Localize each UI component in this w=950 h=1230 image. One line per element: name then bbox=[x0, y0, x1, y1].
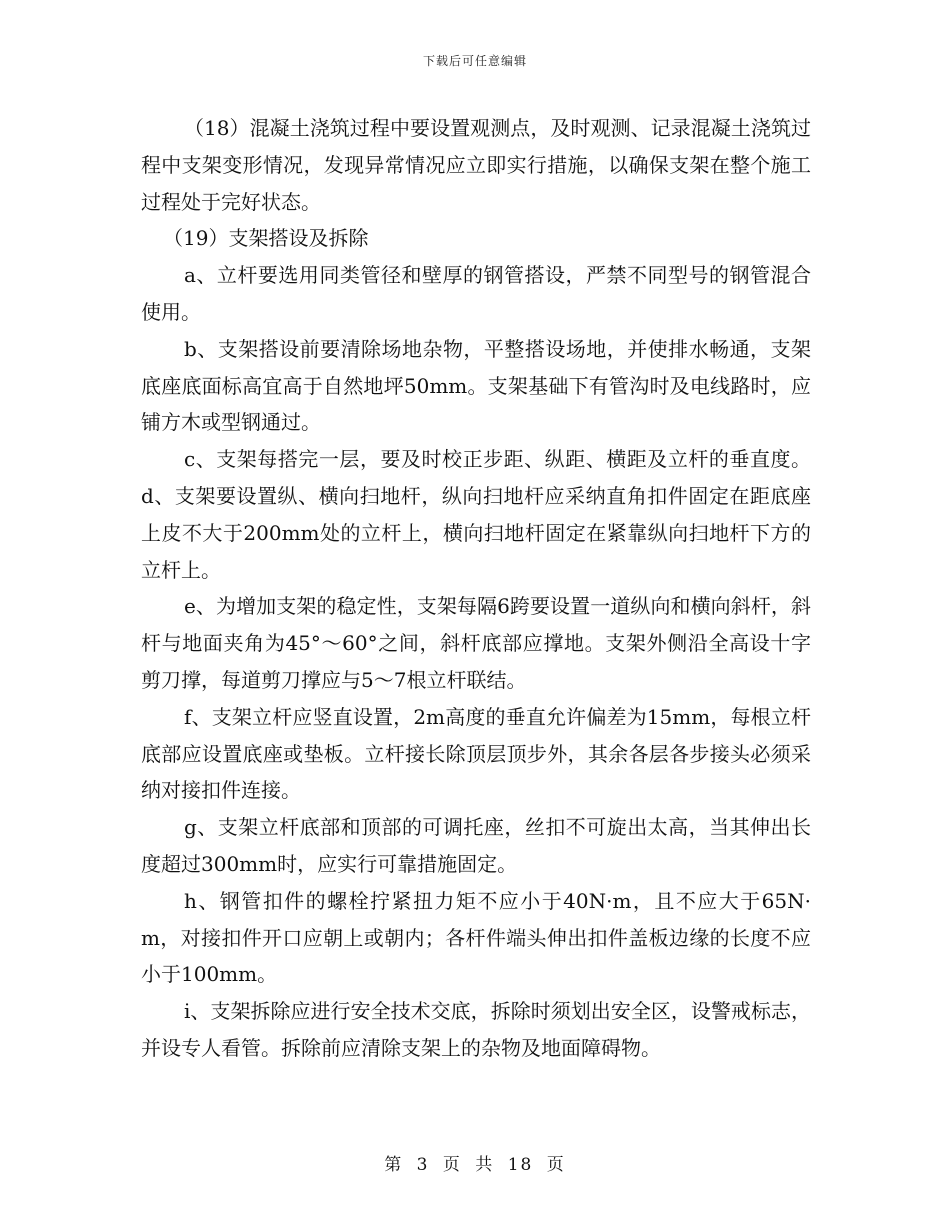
section-heading-19: （19）支架搭设及拆除 bbox=[163, 226, 369, 251]
paragraph-item-18: （18）混凝土浇筑过程中要设置观测点，及时观测、记录混凝土浇筑过程中支架变形情况，发现异常情况应立即实行措施，以确保支架在整个施工过程处于完好状态。 bbox=[141, 116, 811, 214]
paragraph-item-b: b、支架搭设前要清除场地杂物，平整搭设场地，并使排水畅通，支架底座底面标高宜高于自然地坪50mm。支架基础下有管沟时及电线路时，应铺方木或型钢通过。 bbox=[141, 336, 811, 435]
page-number-footer: 第 3 页 共 18 页 bbox=[384, 1155, 566, 1175]
paragraph-item-h: h、钢管扣件的螺栓拧紧扭力矩不应小于40N·m，且不应大于65N·m，对接扣件开口应朝上或朝内；各杆件端头伸出扣件盖板边缘的长度不应小于100mm。 bbox=[141, 888, 811, 987]
page-header-note: 下载后可任意编辑 bbox=[422, 54, 527, 68]
paragraph-item-f: f、支架立杆应竖直设置，2m高度的垂直允许偏差为15mm，每根立杆底部应设置底座或垫板。立杆接长除顶层顶步外，其余各层各步接头必须采纳对接扣件连接。 bbox=[141, 704, 811, 803]
paragraph-item-i: i、支架拆除应进行安全技术交底，拆除时须划出安全区，设警戒标志，并设专人看管。拆除前应清除支架上的杂物及地面障碍物。 bbox=[141, 999, 811, 1060]
paragraph-item-e: e、为增加支架的稳定性，支架每隔6跨要设置一道纵向和横向斜杆，斜杆与地面夹角为45°～60°之间，斜杆底部应撑地。支架外侧沿全高设十字剪刀撑，每道剪刀撑应与5～7根立杆联结。 bbox=[141, 594, 811, 692]
paragraph-item-g: g、支架立杆底部和顶部的可调托座，丝扣不可旋出太高，当其伸出长度超过300mm时，应实行可靠措施固定。 bbox=[141, 815, 811, 876]
paragraph-item-c-d: c、支架每搭完一层，要及时校正步距、纵距、横距及立杆的垂直度。d、支架要设置纵、横向扫地杆，纵向扫地杆应采纳直角扣件固定在距底座上皮不大于200mm处的立杆上，横向扫地杆固定在紧靠纵向扫地杆下方的立杆上。 bbox=[141, 447, 811, 582]
paragraph-item-a: a、立杆要选用同类管径和壁厚的钢管搭设，严禁不同型号的钢管混合使用。 bbox=[141, 263, 811, 324]
document-body bbox=[141, 110, 811, 1067]
